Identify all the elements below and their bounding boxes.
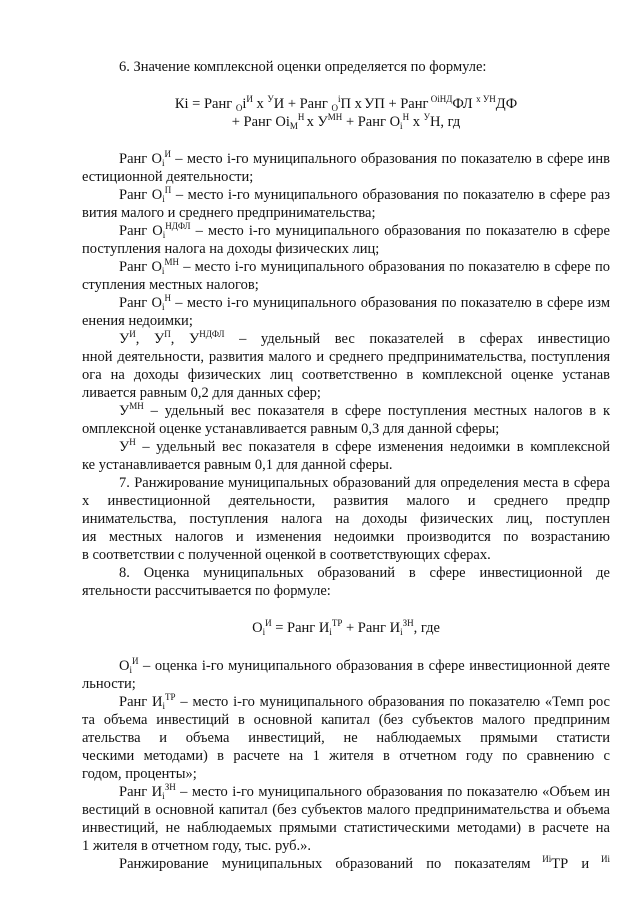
text-line-p7: в соответствии с полученной оценкой в соответствующих сферах. [82, 547, 491, 563]
text-line-def-rank-itr: ательства и объема инвестиций, не наблюдаемых прямыми статисти [82, 730, 610, 746]
text-line-def-rank-oi: Ранг $О_i^И$ – место i-го муниципального образования по показателю в сфере инв [119, 150, 610, 168]
text-line-def-rank-itr: та объема инвестиций в основной капитал (без субъектов малого предприним [82, 712, 610, 728]
text-line-formula2: $О_i^И$ = Ранг $И_i^{ТР}$ + Ранг $И_i^{ЗН}$, где [252, 618, 440, 637]
text-line-def-weights: $У^И$, $У^П$, $У^{НДФЛ}$ – удельный вес показателей в сферах инвестицио [119, 330, 610, 347]
text-line-def-weights: ога на доходы физических лиц соответственно в комплексной оценке устанав [82, 367, 610, 383]
text-line-p8: ятельности рассчитывается по формуле: [82, 583, 331, 599]
text-line-def-rank-izn: инвестиций, не наблюдаемых прямыми статистическими методами) в расчете на [82, 820, 610, 836]
text-line-def-umn: $У^{МН}$ – удельный вес показателя в сфере поступления местных налогов в к [119, 402, 610, 419]
text-line-formula1-line2: + Ранг $Оi_М^Н$ х $У^{МН}$ + Ранг $О_i^Н$ х $^У$Н, гд [231, 112, 461, 131]
text-line-def-oi-inv: льности; [82, 676, 136, 692]
text-line-p6-heading: 6. Значение комплексной оценки определяется по формуле: [119, 59, 487, 75]
text-line-def-rank-itr: ческими методами) в расчете на 1 жителя в отчетном году по сравнению с [82, 748, 610, 764]
text-line-def-umn: омплексной оценке устанавливается равным 0,3 для данной сферы; [82, 421, 500, 437]
text-line-def-rank-omn: Ранг $О_i^{МН}$ – место i-го муниципального образования по показателю в сфере по [119, 258, 610, 276]
text-line-last-line: Ранжирование муниципальных образований по показателям $^{Иi}$ТР и $^{Иi}$ [119, 855, 610, 872]
text-line-def-weights: ливается равным 0,2 для данных сфер; [82, 385, 321, 401]
text-line-def-un: $У^Н$ – удельный вес показателя в сфере изменения недоимки в комплексной [119, 438, 610, 455]
text-line-def-rank-izn: 1 жителя в отчетном году, тыс. руб.». [82, 838, 312, 854]
text-line-def-rank-on: енения недоимки; [82, 313, 193, 329]
text-line-def-rank-omn: ступления местных налогов; [82, 277, 259, 293]
text-line-p7: ия местных налогов и изменения недоимки производится по возрастанию [82, 529, 610, 545]
text-line-def-rank-ondfl: поступления налога на доходы физических лиц; [82, 241, 380, 257]
text-line-def-un: ке устанавливается равным 0,1 для данной сферы. [82, 457, 393, 473]
text-line-p7: х инвестиционной деятельности, развития малого и среднего предпр [82, 493, 610, 509]
text-line-def-rank-izn: вестиций в основной капитал (без субъектов малого предпринимательства и объема [82, 802, 610, 818]
text-line-def-oi-inv: $О_i^И$ – оценка i-го муниципального образования в сфере инвестиционной деяте [119, 657, 610, 675]
text-line-def-rank-op: Ранг $О_i^П$ – место i-го муниципального образования по показателю в сфере раз [119, 186, 610, 204]
text-line-def-weights: нной деятельности, развития малого и среднего предпринимательства, поступления [82, 349, 610, 365]
text-line-p8: 8. Оценка муниципальных образований в сфере инвестиционной де [119, 565, 610, 581]
text-line-def-rank-itr: годом, проценты»; [82, 766, 197, 782]
text-line-formula1-line1: Кi = Ранг $_Оi^И$ х $^У$И + Ранг $_О^i$П х УП + Ранг $^{ОiНД}$ФЛ $^{х УН}$ДФ [174, 94, 518, 113]
text-line-def-rank-izn: Ранг $И_i^{ЗН}$ – место i-го муниципального образования по показателю «Объем ин [119, 783, 610, 801]
text-line-def-rank-itr: Ранг $И_i^{ТР}$ – место i-го муниципального образования по показателю «Темп рос [119, 693, 610, 711]
text-line-p7: 7. Ранжирование муниципальных образований для определения места в сфера [119, 475, 610, 491]
text-line-def-rank-on: Ранг $О_i^Н$ – место i-го муниципального образования по показателю в сфере изм [119, 294, 610, 312]
text-line-def-rank-op: вития малого и среднего предпринимательства; [82, 205, 376, 221]
text-line-def-rank-ondfl: Ранг $О_i^{НДФЛ}$ – место i-го муниципального образования по показателю в сфере [119, 222, 610, 240]
text-line-p7: инимательства, поступления налога на доходы физических лиц, поступлен [82, 511, 610, 527]
text-line-def-rank-oi: естиционной деятельности; [82, 169, 254, 185]
